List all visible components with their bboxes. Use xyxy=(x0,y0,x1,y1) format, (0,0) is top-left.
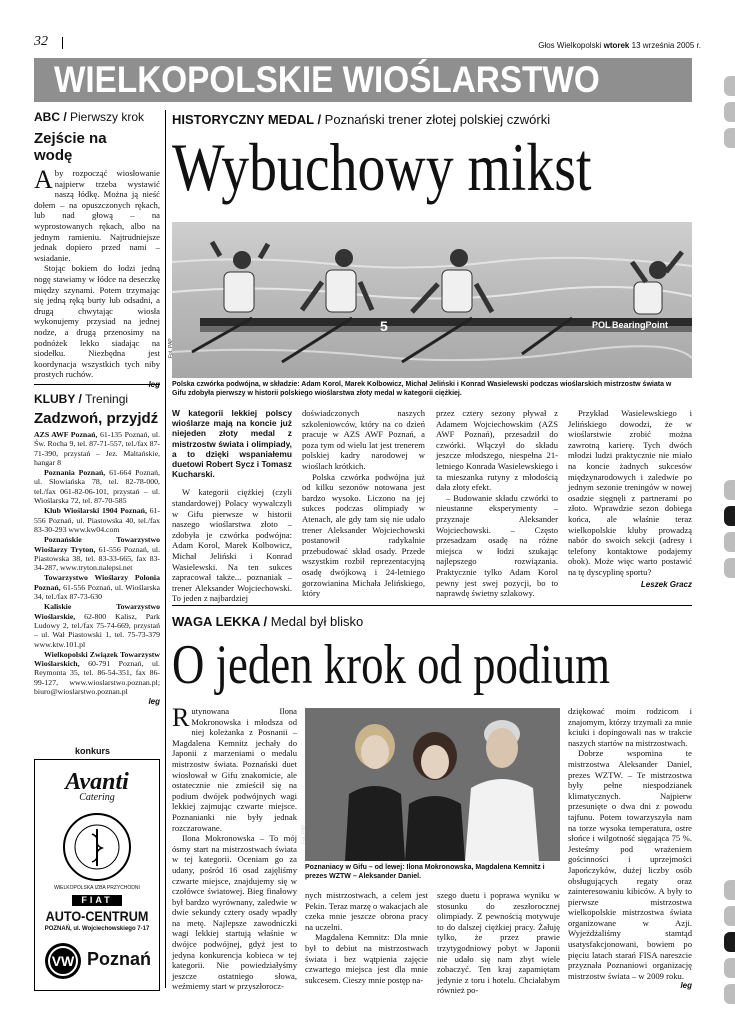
sidebar-abc-title: Zejście na wodę xyxy=(34,130,107,164)
article1-headline: Wybuchowy mikst xyxy=(172,129,592,205)
edge-tab xyxy=(724,102,735,122)
issue-line xyxy=(538,41,701,50)
article2-kicker: WAGA LEKKA / Medal był blisko xyxy=(172,614,364,629)
club-list xyxy=(34,430,160,696)
article1-lead: W kategorii lekkiej polscy wioślarze mają na koncie już niejeden złoty medal z mistrzostw świata i olimpiady, a to dzięki wspaniałemu duetowi Robert Sycz i Tomasz Kucharski. xyxy=(172,408,292,480)
rower-head xyxy=(233,251,251,269)
rowing-photo xyxy=(168,222,692,378)
rower xyxy=(412,249,492,312)
seal-text: WIELKOPOLSKA IZBA PRZYCHODNI xyxy=(54,885,140,891)
signature: leg xyxy=(680,981,692,991)
rower-head xyxy=(335,249,353,267)
edge-tab xyxy=(724,532,735,552)
edge-tab xyxy=(724,984,735,1004)
edge-tab xyxy=(724,128,735,148)
article2-col3: szego duetu i poprawa wyniku w stosunku do zeszłorocznej olimpiady. Z pewnością motywuje to do dalszej ciężkiej pracy. Żałuję tylko, że przez prawie trzytygodniowy pobyt w Japonii nie udało się nam zbyt wiele zobaczyć. Ten kraj zapamiętam jedynie z toru i hotelu. Chciałabym również po- xyxy=(437,890,560,996)
publication-name: Głos Wielkopolski xyxy=(538,41,602,50)
vw-logo-icon: VW xyxy=(45,943,81,979)
signature: leg xyxy=(148,697,160,707)
rowing-photo-illustration xyxy=(172,222,692,378)
drop-cap: A xyxy=(34,165,53,194)
sponsor-label: konkurs xyxy=(75,746,111,756)
rower-torso xyxy=(326,270,356,312)
article1-kicker: HISTORYCZNY MEDAL / Poznański trener złotej polskiej czwórki xyxy=(172,112,551,127)
article1-col3: przez cztery sezony pływał z Adamem Wojciechowskim (AZS AWF Poznań), przesadził do czwórki. Włączył do składu jeszcze młodszego, niespełna 21-letniego Konrada Wasielewskiego i ta mieszanka rutyny z młodością dała złoty efekt. – Budowanie składu czwórki to nieustanne eksperymenty – przyznaje Aleksander Wojciechowski. – Często przesadzam osadę na różne miejsca w łodzi szukając najlepszego rozwiązania. Praktycznie tylko Adam Korol pewny jest swej pozycji, bo to naprawdę świetny szlakowy. xyxy=(436,408,558,599)
sponsor-box xyxy=(34,759,160,991)
list-item: Wielkopolski Związek Towarzystw Wioślarskich, 60-791 Poznań, ul. Reymonta 35, tel. 86-54-351, fax 86-99-127, www.wioslarstwo.poznan.pl; biuro@wioslarstwo.poznan.pl xyxy=(34,649,161,697)
section-banner-text: WIELKOPOLSKIE WIOŚLARSTWO xyxy=(54,59,600,100)
edge-tab xyxy=(724,932,735,952)
fiat-logo: FIAT xyxy=(72,895,122,906)
list-item: Klub Wioślarski 1904 Poznań, 61-556 Poznań, ul. Piastowska 40, tel./fax 83-30-293 www.kw04.com xyxy=(34,506,160,534)
article2-caption: Poznaniacy w Gifu – od lewej: Ilona Mokronowska, Magdalena Kemnitz i prezes WZTW – Aleksander Daniel. xyxy=(305,864,545,880)
sidebar-abc xyxy=(34,110,160,389)
rower-torso xyxy=(634,282,662,314)
article2-col1: Rutynowana Ilona Mokronowska i młodsza od niej koleżanka z Posnanii – Magdalena Kemnitz jechały do Japonii z marzeniami o medalu mistrzostw świata. Poznański duet wiosłował w Gifu znakomicie, ale ostatecznie nie zmieścił się na podium dwójek podwójnych wagi lekkiej zajmując czwarte miejsce. Poznanianki nie były jednak rozczarowane. Ilona Mokronowska – To mój ósmy start na mistrzostwach świata w tej kategorii. Oceniam go za udany, pośród 16 osad zajęliśmy czwarte miejsce, znajdujemy się w czołówce światowej. Bieg finałowy był bardzo wyrównany, zaledwie w dwie sekundy cztery osady wpadły na metę. Najlepsze zawodniczki wagi lekkiej startują właśnie w dwójce podwójnej, gdyż jest to jedyna konkurencja kobieca w tej kategorii. Nie powiedziałyśmy jeszcze ostatniego słowa, weźmiemy start w przyszłorocz- xyxy=(172,703,297,992)
edge-tab xyxy=(724,906,735,926)
edge-tab xyxy=(724,480,735,500)
person-body xyxy=(465,779,539,861)
list-item: Poznańskie Towarzystwo Wioślarzy Tryton, 61-556 Poznań, ul. Piastowska 38, tel. 83-33-665, fax 83-34-287, www.tryton.nalepsi.net xyxy=(34,535,161,573)
column-divider xyxy=(165,110,166,988)
article1-col1: W kategorii lekkiej polscy wioślarze mają na koncie już niejeden złoty medal z mistrzostw świata i olimpiady, a to dzięki wspaniałemu duetowi Robert Sycz i Tomasz Kucharski. W kategorii ciężkiej (czyli standardowej) Polacy wywalczyli w Gifu pierwsze w historii naszego wioślarstwa złoto – zdobyła je czwórka podwójna: Adam Korol, Marek Kolbowicz, Michał Jeliński i Konrad Wasielewski. Na ten sukces zapracował także... poznaniak – trener Aleksander Wojciechowski. To jeden z najbardziej xyxy=(172,408,292,604)
auto-centrum-address: POZNAŃ, ul. Wojciechowskiego 7-17 xyxy=(44,926,150,932)
page-number: 32 xyxy=(34,34,48,49)
list-item: AZS AWF Poznań, 61-135 Poznań, ul. Św. Rocha 9, tel. 87-71-557, tel./fax 87-71-390, przystań – Jez. Maltańskie, hangar 8 xyxy=(34,430,160,467)
article2-col4: dziękować moim rodzicom i znajomym, którzy trzymali za mnie kciuki i dopingowali nas w trakcie naszych startów na mistrzostwach. Dobrze wspomina te mistrzostwa Aleksander Daniel, prezes WZTW. – Te mistrzostwa były pełne niespodzianek klimatycznych. Najpierw przesunięte o dwa dni z powodu tajfunu. Potem towarzyszyła nam na torze wysoka temperatura, ostre słońce i wilgotność sięgająca 75 %. Jesteśmy pod wrażeniem gościnności i uprzejmości Japończyków, dużej liczby osób obsługujących regaty oraz zainteresowaniu kibiców. A były to pierwsze mistrzostwa wielkopolskie mistrzostwa świata organizowane w Azji. Wyjeżdżaliśmy stamtąd usatysfakcjonowani, bowiem po pięciu latach starań FISA nareszcie przyznała Poznaniowi organizację mistrzostw świata – w 2009 roku. leg xyxy=(568,706,692,991)
vw-city: Poznań xyxy=(87,949,152,969)
edge-tab xyxy=(724,506,735,526)
team-photo-illustration xyxy=(305,708,560,861)
person-body xyxy=(345,786,405,861)
sidebar-abc-body: Aby rozpocząć wiosłowanie najpierw trzeba wystawić naszą łódkę. Można ją nieść dołem – na opuszczonych rękach, lub nad głową – na wyprostowanych rękach, albo na jednym ramieniu. Najtrudniejsze jednak dopiero przed nami – wsiadanie. Stojąc bokiem do łodzi jedną nogę stawiamy w łódce na deseczkę między szynami. Potem trzymając się jedną ręką burty łub odsadni, a drugą chwytając wiosła wykonujemy przysiad na jednej nodze, a drugą przenosimy na podnóżek lekko siadając na siodełku. Niezbędna jest koordynacja wszystkich tych niby prostych ruchów. xyxy=(34,165,160,380)
water-ripple xyxy=(172,346,692,360)
medical-seal-icon xyxy=(62,812,132,882)
edge-tab xyxy=(724,880,735,900)
sidebar-clubs xyxy=(34,392,160,706)
list-item: Towarzystwo Wioślarzy Polonia Poznań, 61-556 Poznań, ul. Wioślarska 34, tel./fax 87-73-630 xyxy=(34,573,160,602)
person-face xyxy=(361,735,389,769)
article2-headline: O jeden krok od podium xyxy=(172,634,610,696)
sidebar-abc-kicker: ABC / Pierwszy krok xyxy=(34,110,145,124)
section-banner xyxy=(34,58,692,102)
rower-head xyxy=(450,249,468,267)
boat-number: 5 xyxy=(380,318,388,334)
sidebar-clubs-kicker: KLUBY / Treningi xyxy=(34,392,129,406)
article1-col2: doświadczonych naszych szkoleniowców, który na co dzień pracuje w AZS AWF Poznań, a poza tym od wielu lat jest trenerem polskiej kadry narodowej w wioślach krótkich. Polska czwórka podwójna już od kilku sezonów notowana jest bardzo wysoko. Liczono na jej sukces podczas olimpiady w Atenach, ale gdy tam się nie udało trener Aleksander Wojciechowski postanowił radykalnie przebudować skład osady. Przede wszystkim rozbił reprezentacyjną osadę dwójkową i 24-letniego gorzowianina Michała Jelińskiego, który xyxy=(302,408,425,599)
rower-torso xyxy=(224,272,254,312)
divider xyxy=(34,384,160,385)
avanti-logo: Avanti Catering xyxy=(65,769,129,803)
person-body xyxy=(405,796,465,861)
rower-head xyxy=(649,261,667,279)
signature: Leszek Gracz xyxy=(640,579,692,589)
team-photo xyxy=(301,708,560,861)
edge-tab xyxy=(724,558,735,578)
page-number-divider xyxy=(62,37,63,49)
issue-day: wtorek xyxy=(603,41,630,50)
article2-col2: nych mistrzostwach, a celem jest Pekin. Teraz marzę o wakacjach ale czeka mnie jeszcze obrona pracy na uczelni. Magdalena Kemnitz: Dla mnie był to debiut na mistrzostwach świata i bez wątpienia zajęcie czwartego miejsca jest dla mnie sukcesem. Cieszy mnie postęp na- xyxy=(305,890,428,985)
article1-col4: Przykład Wasielewskiego i Jelińskiego dowodzi, że w wioślarstwie zrobić można zawrotną karierę. Tych dwóch młodzi ludzi praktycznie nie miało na koncie żadnych sukcesów międzynarodowych i zaledwie po jednym sezonie treningów w nowej osadzie sięgnęli z partnerami po złoto. Wprawdzie sezon dobiega końca, ale właśnie teraz wielkopolskie kluby prowadzą nabór do swoich sekcji (adresy i telefony kontaktowe podajemy obok). Może więc warto postawić na tę dyscyplinę sportu? Leszek Gracz xyxy=(568,408,692,589)
photo-credit: Fot. PAP xyxy=(168,338,174,358)
edge-tab xyxy=(724,76,735,96)
rower-torso xyxy=(442,270,472,312)
auto-centrum-name: AUTO-CENTRUM xyxy=(45,908,149,924)
sidebar-clubs-title: Zadzwoń, przyjdź xyxy=(34,410,159,427)
issue-date: 13 września 2005 r. xyxy=(631,41,701,50)
rower xyxy=(302,249,372,312)
person-face xyxy=(421,745,449,779)
person-face xyxy=(486,728,518,768)
drop-cap: R xyxy=(172,703,190,732)
edge-tab xyxy=(724,958,735,978)
photo-credit: Fot. PAP xyxy=(301,824,307,844)
rower xyxy=(212,242,268,312)
boat-country: POL xyxy=(592,320,611,330)
list-item: Kaliskie Towarzystwo Wioślarskie, 62-800 Kalisz, Park Ludowy 2, tel./fax 75-74-669, przystań – ul. Wał Piastowski 1, tel. 75-73-379 www.ktw.101.pl xyxy=(34,602,160,649)
list-item: Poznania Poznań, 61-664 Poznań, ul. Słowiańska 78, tel. 82-78-000, tel./fax 061-82-06-101, przystań – ul. Wioślarska 72, tel. 87-70-585 xyxy=(34,468,160,506)
article1-caption: Polska czwórka podwójna, w składzie: Adam Korol, Marek Kolbowicz, Michał Jeliński i Konrad Wasielewski podczas wioślarskich mistrzostw świata w Gifu zdobyła pierwszy w historii polskiego wioślarstwa złoty medal w kategorii ciężkiej. xyxy=(172,381,672,397)
boat-sponsor: BearingPoint xyxy=(612,320,669,330)
divider xyxy=(172,605,692,606)
